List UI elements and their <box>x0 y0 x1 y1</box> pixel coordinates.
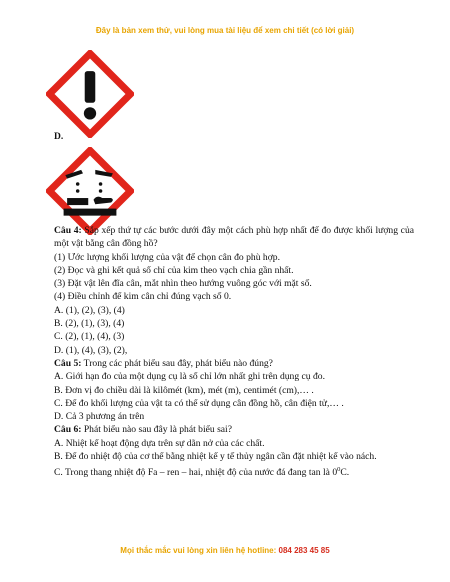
question-6-option-c-text: C. Trong thang nhiệt độ Fa – ren – hai, nhiệt độ của nước đá đang tan là 0 <box>54 467 338 479</box>
question-6-label: Câu 6: <box>54 424 82 436</box>
question-6 <box>54 423 414 436</box>
question-5-option-b: B. Đơn vị đo chiều dài là kilômét (km), mét (m), centimét (cm),… . <box>54 384 314 396</box>
celsius-unit: C. <box>340 467 350 479</box>
exclamation-hazard-icon <box>46 50 134 138</box>
degree-superscript: 0 <box>337 466 341 474</box>
question-4-option-d: D. (1), (4), (3), (2), <box>54 344 128 356</box>
question-6-option-b: B. Để đo nhiệt độ của cơ thể bằng nhiệt kế y tế thủy ngân cần đặt nhiệt kế vào nách. <box>54 451 377 463</box>
question-6-option-c <box>54 463 414 479</box>
question-5-option-c: C. Để đo khối lượng của vật ta có thể sử dụng cân đồng hồ, cân điện tử,… . <box>54 397 344 409</box>
hotline-prefix: Mọi thắc mắc vui lòng xin liên hệ hotline: <box>120 546 279 555</box>
question-4-option-a: A. (1), (2), (3), (4) <box>54 304 125 316</box>
question-content <box>54 224 414 480</box>
question-5-label: Câu 5: <box>54 357 82 369</box>
hotline-footer <box>0 546 450 555</box>
question-4-step: (2) Đọc và ghi kết quả số chỉ của kim theo vạch chia gần nhất. <box>54 264 294 276</box>
question-5-option-a: A. Giới hạn đo của một dụng cụ là số chỉ lớn nhất ghi trên dụng cụ đo. <box>54 371 325 383</box>
question-6-text: Phát biểu nào sau đây là phát biểu sai? <box>81 424 232 436</box>
hotline-number: 084 283 45 85 <box>278 546 330 555</box>
question-4-step: (3) Đặt vật lên đĩa cân, mắt nhìn theo hướng vuông góc với mặt số. <box>54 278 312 290</box>
question-4-step: (4) Điều chỉnh để kim cân chỉ đúng vạch số 0. <box>54 291 232 303</box>
option-d-label: D. <box>54 132 64 142</box>
question-4-step: (1) Ước lượng khối lượng của vật để chọn cân đo phù hợp. <box>54 251 280 263</box>
question-4-text: Sắp xếp thứ tự các bước dưới đây một cách phù hợp nhất để đo được khối lượng của một vật bằng cân đồng hồ? <box>54 225 414 250</box>
preview-banner: Đây là bản xem thử, vui lòng mua tài liệu để xem chi tiết (có lời giải) <box>95 26 355 35</box>
question-4-option-c: C. (2), (1), (4), (3) <box>54 331 125 343</box>
corrosive-hazard-icon <box>46 147 134 235</box>
question-5-option-d: D. Cả 3 phương án trên <box>54 411 145 423</box>
question-6-option-a: A. Nhiệt kế hoạt động dựa trên sự dãn nở của các chất. <box>54 437 265 449</box>
question-4 <box>54 224 414 251</box>
question-5 <box>54 357 414 370</box>
question-4-label: Câu 4: <box>54 225 82 236</box>
question-4-option-b: B. (2), (1), (3), (4) <box>54 318 125 330</box>
question-5-text: Trong các phát biểu sau đây, phát biểu nào đúng? <box>81 357 273 369</box>
